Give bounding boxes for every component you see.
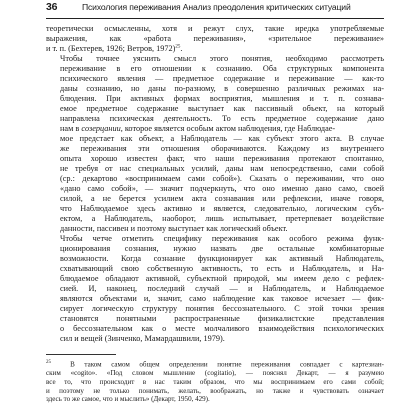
text-line-fragment: и т. п. (Бехтерев, 1926; Ветров, 1972) (46, 44, 176, 54)
body-text (46, 24, 384, 345)
text-line (46, 124, 384, 134)
text-line: направлена психическая деятельность. То есть предметное содержание дано (60, 114, 384, 124)
text-line: становятся понятными распространенные физикалистские представления (60, 314, 384, 324)
text-line: о бессознательном как о месте молчаливого взаимодействия психологических (60, 324, 384, 334)
footnote-line: ским «cogito». «Под словом мышление (cogitatio), — пояснял Декарт, — я разумею (46, 368, 384, 377)
text-line: психического явления — предметное содержание и переживание — как-то (60, 74, 384, 84)
footnote-reference: 25 (175, 44, 181, 50)
text-line: даны сознанию, но даны по-разному, в совершенно различных режимах на- (60, 84, 384, 94)
text-line: «дано само собой», — значит подчеркнуть, что оно именно дано само, своей (60, 184, 384, 194)
italic-term: cозерцании (81, 124, 121, 134)
text-line: ционирования сознания, нужно назвать две остальные комбинаторные (60, 244, 384, 254)
page-number: 36 (46, 1, 58, 13)
text-line: Чтобы точнее уяснить смысл этого понятия, необходимо рассмотреть (60, 54, 384, 64)
text-line: силой, а не берется усилием акта сознавания или рефлексии, иначе говоря, (60, 194, 384, 204)
text-line-fragment: нам в (60, 124, 82, 134)
footnote-line (46, 359, 384, 369)
text-line: сил и вещей (Зинченко, Мамардашвили, 1979). (60, 334, 225, 344)
text-line: мое предстает как объект, а Наблюдатель — как субъект этого акта. В случае (60, 134, 384, 144)
text-line: же переживания эти отношения оборачиваются. Каждому из внутреннего (60, 144, 384, 154)
text-line-fragment: . (180, 44, 183, 54)
running-head: Психология переживания Анализ преодоления критических ситуаций (82, 2, 351, 12)
page-header (46, 0, 384, 19)
text-line: Чтобы четче отметить специфику переживания как особого режима функ- (60, 234, 384, 244)
footnote-line: и поэтому не только понимать, желать, воображать, но также и чувствовать означает (46, 386, 384, 395)
text-line: схватывающий свою собственную активность, то есть и Наблюдатель, и На- (60, 264, 384, 274)
text-line: возможности. Когда сознание функционирует как активный Наблюдатель, (60, 254, 384, 264)
text-line: ектом, а Наблюдатель, наоборот, лишь испытывает, претерпевает воздействие (60, 214, 384, 224)
text-line (46, 44, 384, 54)
text-line: не требуя от нас специальных усилий, даны нам непосредственно, сами собой (60, 164, 384, 174)
text-line: переживание в его отношении к сознанию. Оба структурных компонента (60, 64, 384, 74)
text-line-fragment: , которое является особым актом наблюдения, где Наблюдае- (120, 124, 336, 134)
text-line: данности, пассивен и поэтому выступает как логический объект. (60, 224, 288, 234)
text-line: (ср.: декартово «воспринимаем сами собой»). Сказать о переживании, что оно (60, 174, 384, 184)
text-line: емое предметное содержание выступает как пассивный объект, на который (60, 104, 384, 114)
text-line: опыта хорошо известен факт, что наши переживания протекают спонтанно, (60, 154, 384, 164)
paragraph-1 (46, 24, 384, 54)
footnote-divider (46, 354, 116, 355)
paragraph-2 (46, 54, 384, 234)
text-line: блюдения. При активных формах восприятия, мышления и т. п. сознава- (60, 94, 384, 104)
footnote-text: В таком самом общем определении понятие переживания совпадает с картезиан- (70, 359, 384, 368)
footnote (46, 359, 384, 405)
text-line: выражения, как «работа переживания», «зрительное переживание» (46, 34, 384, 44)
text-line: сией. И, наконец, последний случай — и Наблюдатель, и Наблюдаемое (60, 284, 384, 294)
text-line: сирует логическую структуру понятия бессознательного. С этой точки зрения (60, 304, 384, 314)
text-line: теоретически осмысленны, хотя и режут слух, такие иредка употребляемые (46, 24, 384, 33)
text-line: являются объектами и, значит, само наблюдение как таковое исчезает — фик- (60, 294, 384, 304)
footnote-line: все то, что происходит в нас таким образом, что мы воспринимаем его сами собой; (46, 377, 384, 386)
text-line: что Наблюдаемое здесь активно и является, следовательно, логическим субъ- (60, 204, 384, 214)
text-line: блюдаемое обладают активной, субъектной природой, мы имеем дело с рефлек- (60, 274, 384, 284)
footnote-mark: 25 (46, 359, 51, 365)
paragraph-3 (46, 234, 384, 344)
footnote-line: здесь то же самое, что и мыслить» (Декарт, 1950, 429). (46, 395, 210, 404)
